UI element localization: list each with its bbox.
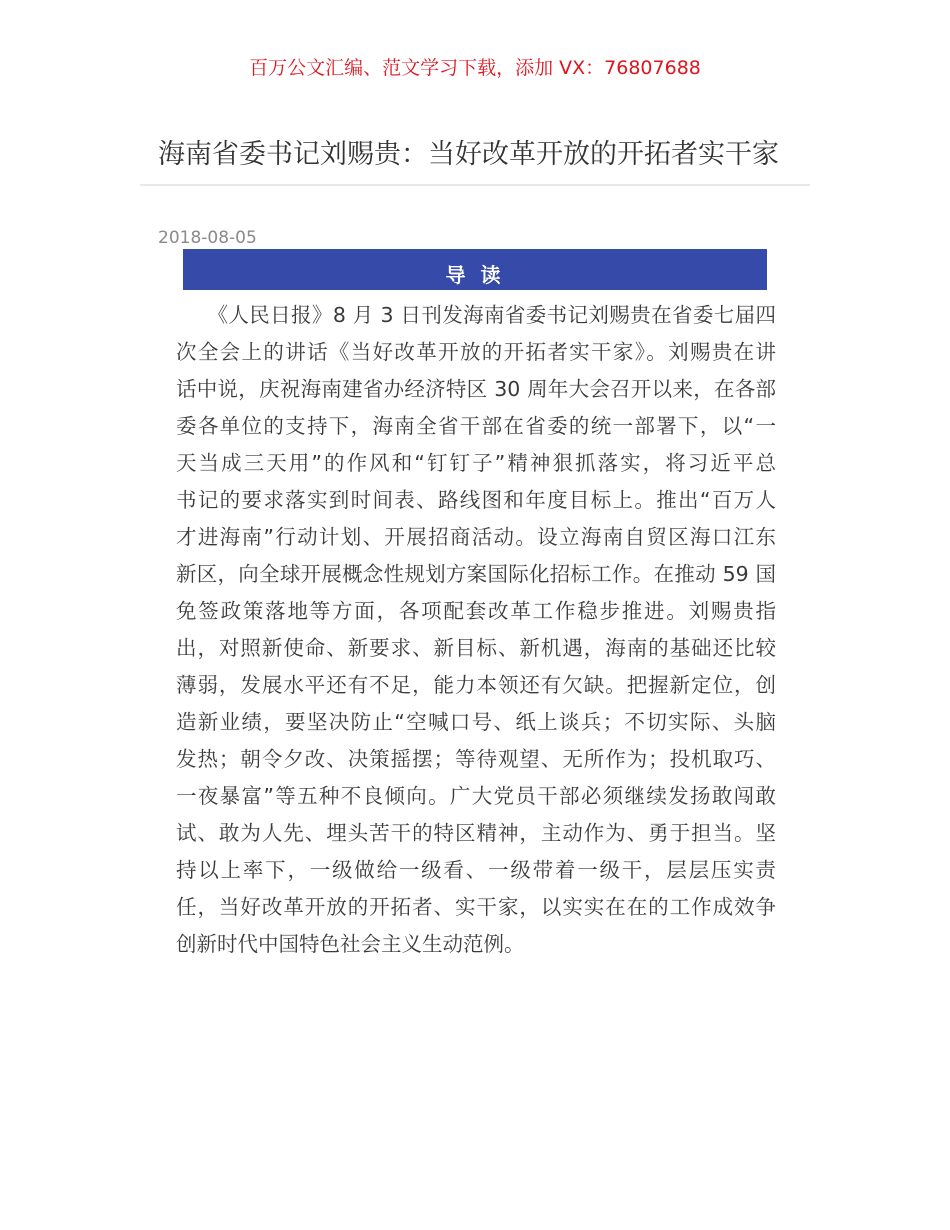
- body-line: 创新时代中国特色社会主义生动范例。: [176, 932, 525, 956]
- body-line: 试、敢为人先、埋头苦干的特区精神，主动作为、勇于担当。坚: [176, 821, 776, 845]
- body-line: 免签政策落地等方面，各项配套改革工作稳步推进。刘赐贵指: [176, 599, 776, 623]
- body-line: 造新业绩，要坚决防止“空喊口号、纸上谈兵；不切实际、头脑: [176, 710, 776, 734]
- body-line: 次全会上的讲话《当好改革开放的开拓者实干家》。刘赐贵在讲: [176, 340, 776, 364]
- body-line: 一夜暴富”等五种不良倾向。广大党员干部必须继续发扬敢闯敢: [176, 784, 776, 808]
- download-banner: 百万公文汇编、范文学习下载，添加 VX：76807688: [249, 57, 701, 79]
- body-line: 发热；朝令夕改、决策摇摆；等待观望、无所作为；投机取巧、: [176, 747, 776, 771]
- body-line: 新区，向全球开展概念性规划方案国际化招标工作。在推动 59 国: [176, 562, 776, 586]
- body-line: 持以上率下，一级做给一级看、一级带着一级干，层层压实责: [176, 858, 776, 882]
- publish-date: 2018-08-05: [158, 228, 257, 248]
- body-line: 书记的要求落实到时间表、路线图和年度目标上。推出“百万人: [176, 488, 776, 512]
- body-line: 薄弱，发展水平还有不足，能力本领还有欠缺。把握新定位，创: [176, 673, 776, 697]
- body-line: 《人民日报》8 月 3 日刊发海南省委书记刘赐贵在省委七届四: [176, 303, 776, 327]
- title-divider: [140, 184, 810, 186]
- body-line: 任，当好改革开放的开拓者、实干家，以实实在在的工作成效争: [176, 895, 776, 919]
- article-title: 海南省委书记刘赐贵：当好改革开放的开拓者实干家: [158, 139, 779, 170]
- body-line: 天当成三天用”的作风和“钉钉子”精神狠抓落实，将习近平总: [176, 451, 776, 475]
- body-line: 话中说，庆祝海南建省办经济特区 30 周年大会召开以来，在各部: [176, 377, 776, 401]
- guide-header-bar: [183, 249, 767, 290]
- body-line: 委各单位的支持下，海南全省干部在省委的统一部署下，以“一: [176, 414, 776, 438]
- body-line: 才进海南”行动计划、开展招商活动。设立海南自贸区海口江东: [176, 525, 776, 549]
- guide-label: 导 读: [445, 263, 505, 287]
- article-body: [176, 297, 776, 963]
- body-line: 出，对照新使命、新要求、新目标、新机遇，海南的基础还比较: [176, 636, 776, 660]
